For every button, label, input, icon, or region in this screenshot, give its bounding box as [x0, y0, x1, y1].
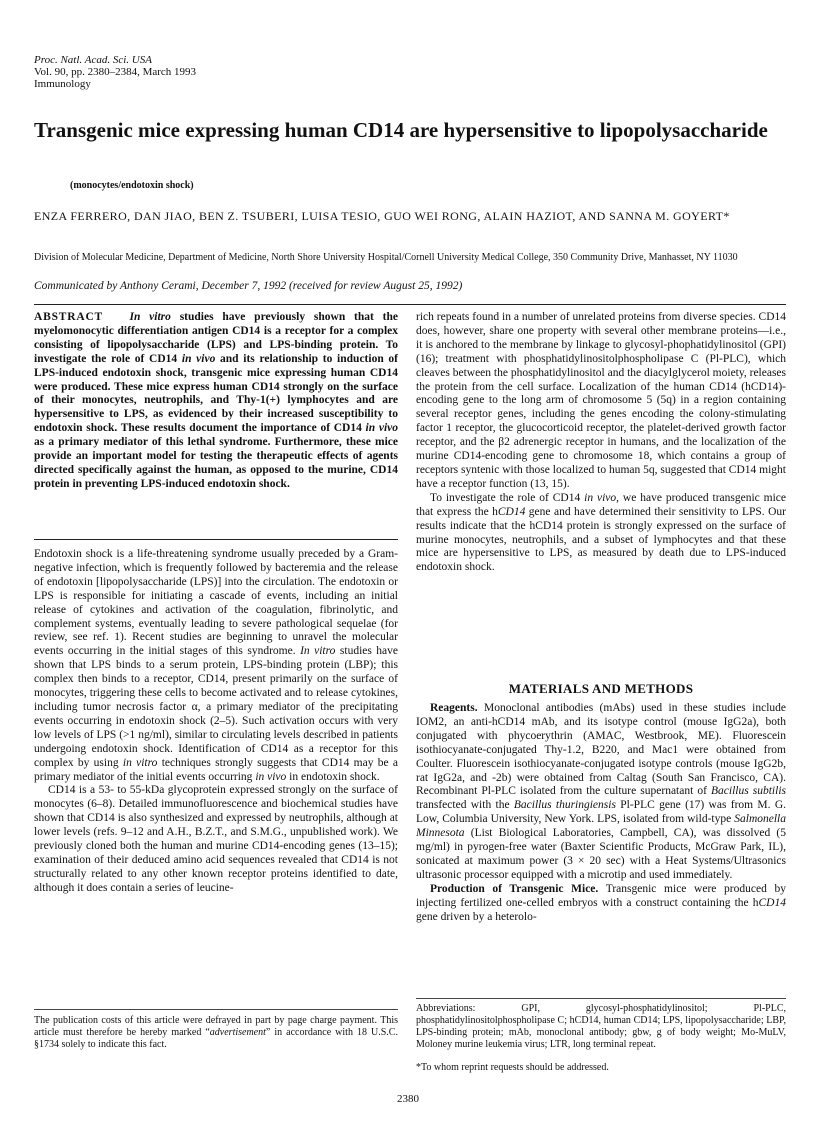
intro-text: To investigate the role of CD14 [430, 491, 585, 504]
abstract-text-4: and its relationship to induction of LPS-induced endotoxin shock, transgenic mice expressing human CD14 were produced. These mice express human CD14 strongly on the surface of their monocytes, neutrophils, and Thy-1(+) lymphocytes and are hypersensitive to LPS, as evidenced by their increased susceptibility to endotoxin shock. These results document the importance of CD14 [34, 352, 398, 435]
methods-text: transfected with the [416, 799, 514, 812]
publication-cost-rule [34, 1009, 398, 1010]
journal-name: Proc. Natl. Acad. Sci. USA [34, 54, 152, 66]
intro-text: , we have produced transgenic mice that express the h [416, 491, 786, 518]
intro-italic: CD14 [497, 505, 526, 518]
intro-paragraph-2: CD14 is a 53- to 55-kDa glycoprotein expressed strongly on the surface of monocytes (6–8). Detailed immunofluorescence and biochemical studies have shown that CD14 is also synthesized and expressed by neutrophils, although at lower levels (refs. 9–12 and A.H., B.Z.T., and S.M.G., unpublished work). We previously cloned both the human and murine CD14-encoding genes (13–15); examination of their deduced amino acid sequences revealed that CD14 is not structurally related to any other known receptor proteins identified to date, although it does contain a series of leucine- [34, 784, 398, 894]
reprint-footnote: *To whom reprint requests should be addressed. [416, 1062, 609, 1073]
production-label: Production of Transgenic Mice. [430, 882, 599, 895]
abstract-text-1: In vitro [129, 311, 171, 323]
intro-text: in endotoxin shock. [286, 770, 380, 783]
intro-italic: In vitro [300, 645, 336, 658]
publication-cost-note [34, 1015, 398, 1051]
journal-section: Immunology [34, 78, 91, 90]
methods-text: (List Biological Laboratories, Campbell, CA), was dissolved (5 mg/ml) in pyrogen-free water (Baxter Scientific Products, McGraw Park, IL), sonicated at maximum power (3 × 20 sec) with a Heat Systems/Ultrasonics ultrasonic processor equipped with a microtip and used immediately. [416, 827, 786, 881]
methods-italic: Bacillus subtilis [711, 785, 786, 798]
abstract-label: ABSTRACT [34, 311, 104, 323]
intro-paragraph-4 [416, 492, 786, 575]
methods-italic: CD14 [758, 896, 786, 909]
production-paragraph [416, 883, 786, 925]
communicated-line: Communicated by Anthony Cerami, December 7, 1992 (received for review August 25, 1992) [34, 280, 463, 292]
intro-paragraph-3: rich repeats found in a number of unrelated proteins from diverse species. CD14 does, however, share one property with several other membrane proteins—i.e., it is anchored to the membrane by linkage to glycosyl-phophatidylinositol (GPI) (16); treatment with phosphatidylinositolphospholipase C (Pl-PLC), which cleaves between the phosphatidylinositol and the diacylglycerol moiety, releases the protein from the cell surface. Localization of the human CD14 (hCD14)-encoding gene to the long arm of chromosome 5 (5q) in a region containing several receptor genes, including the genes encoding the colony-stimulating factor 1 receptor, the glucocorticoid receptor, the platelet-derived growth factor receptor, and the β2 adrenergic receptor in humans, and the localization of the murine CD14-encoding gene to chromosome 18, which contains a group of receptors syntenic with those localized to human 5q, suggested that CD14 might have a receptor function (13, 15). [416, 311, 787, 490]
intro-italic: in vivo [255, 770, 287, 783]
pubcost-text: The publication costs of this article were defrayed in part by page charge payment. This article must therefore be hereby marked “ [34, 1015, 398, 1038]
methods-text: Pl-PLC gene (17) was from M. G. Low, Columbia University, New York. LPS, isolated from wild-type [416, 799, 787, 826]
header-rule [34, 304, 786, 305]
abstract-rule [34, 539, 398, 540]
methods-section [416, 702, 786, 925]
methods-italic: Salmonella Minnesota [416, 813, 786, 840]
article-keywords: (monocytes/endotoxin shock) [70, 180, 194, 191]
pubcost-italic: advertisement [209, 1027, 266, 1038]
reagents-label: Reagents. [430, 702, 478, 714]
methods-text: Monoclonal antibodies (mAbs) used in these studies include IOM2, an anti-hCD14 mAb, and its isotype control (mouse IgG2a), both conjugated with phycoerythrin (AMAC, Westbrook, ME). Fluorescein isothiocyanate-conjugated Thy-1.2, B220, and Mac1 were obtained from Coulter. Fluorescein isothiocyanate-conjugated isotype controls (mouse IgG2b, rat IgG2a, and -2b) were obtained from Caltag (South San Francisco, CA). Recombinant Pl-PLC isolated from the culture supernatant of [416, 702, 786, 798]
methods-text: Transgenic mice were produced by injecting fertilized one-celled embryos with a construct containing the h [416, 882, 786, 909]
pubcost-text: ” in accordance with 18 U.S.C. §1734 solely to indicate this fact. [34, 1027, 398, 1050]
abbreviations-footnote: Abbreviations: GPI, glycosyl-phosphatidylinositol; Pl-PLC, phosphatidylinositolphospholipase C; hCD14, human CD14; LPS, lipopolysaccharide; LBP, LPS-binding protein; mAb, monoclonal antibody; gbw, g of body weight; Mo-MuLV, Moloney murine leukemia virus; LTR, long terminal repeat. [416, 1003, 786, 1050]
right-column-intro [416, 311, 786, 575]
affiliation: Division of Molecular Medicine, Department of Medicine, North Shore University Hospital/Cornell University Medical College, 350 Community Drive, Manhasset, NY 11030 [34, 252, 738, 263]
intro-text: Endotoxin shock is a life-threatening syndrome usually preceded by a Gram-negative infection, which is frequently followed by bacteremia and the release of endotoxin [lipopolysaccharide (LPS)] into the circulation. The endotoxin or LPS is responsible for initiating a cascade of events, including an initial release of cytokines and activation of the coagulation, fibrinolytic, and complement systems, eventually leading to severe pathological sequelae (for review, see ref. 1). Recent studies are beginning to unravel the molecular events occurring in the initial stages of this syndrome. [34, 548, 398, 658]
abstract-text-5: in vivo [365, 422, 398, 435]
journal-volume: Vol. 90, pp. 2380–2384, March 1993 [34, 66, 197, 78]
abstract-text-6: as a primary mediator of this lethal syndrome. Furthermore, these mice provide an important model for testing the therapeutic effects of agents directed specifically against the human, as opposed to the murine, CD14 protein in preventing LPS-induced endotoxin shock. [34, 436, 398, 490]
author-list: ENZA FERRERO, DAN JIAO, BEN Z. TSUBERI, LUISA TESIO, GUO WEI RONG, ALAIN HAZIOT, AND SANNA M. GOYERT* [34, 209, 730, 223]
abstract [34, 311, 398, 492]
intro-text: studies have shown that LPS binds to a serum protein, LPS-binding protein (LBP); this complex then binds to a receptor, CD14, present primarily on the surface of monocytes, triggering these cells to become activated and to release cytokines, including tumor necrosis factor α, a primary mediator of the precipitating events occurring in endotoxin shock (2–5). Such activation occurs with very low levels of LPS (>1 ng/ml), similar to circulating levels described in patients undergoing endotoxin shock. Identification of CD14 as a receptor for this complex by using [34, 645, 399, 769]
methods-heading: MATERIALS AND METHODS [508, 681, 694, 696]
page-number: 2380 [397, 1093, 419, 1105]
intro-italic: in vivo [584, 491, 617, 504]
methods-text: gene driven by a heterolo- [416, 910, 537, 923]
reagents-paragraph [416, 702, 786, 883]
journal-header [34, 54, 196, 90]
abstract-text-3: in vivo [181, 352, 216, 365]
intro-text: gene and have determined their sensitivity to LPS. Our results indicate that the hCD14 protein is strongly expressed on the surface of murine monocytes, neutrophils, and a subset of lymphocytes and that these mice are hypersensitive to LPS, as measured by death due to LPS-induced endotoxin shock. [416, 505, 786, 574]
intro-text: techniques strongly suggests that CD14 may be a primary mediator of the initial events occurring [34, 756, 398, 783]
introduction [34, 548, 398, 896]
methods-italic: Bacillus thuringiensis [513, 799, 616, 812]
footnote-rule [416, 998, 786, 999]
article-title: Transgenic mice expressing human CD14 are hypersensitive to lipopolysaccharide [34, 118, 768, 142]
intro-italic: in vitro [122, 756, 158, 769]
abstract-text-2: studies have previously shown that the myelomonocytic differentiation antigen CD14 is a receptor for a complex consisting of lipopolysaccharide (LPS) and LPS-binding protein. To investigate the role of CD14 [34, 311, 398, 365]
intro-paragraph-1 [34, 548, 398, 784]
